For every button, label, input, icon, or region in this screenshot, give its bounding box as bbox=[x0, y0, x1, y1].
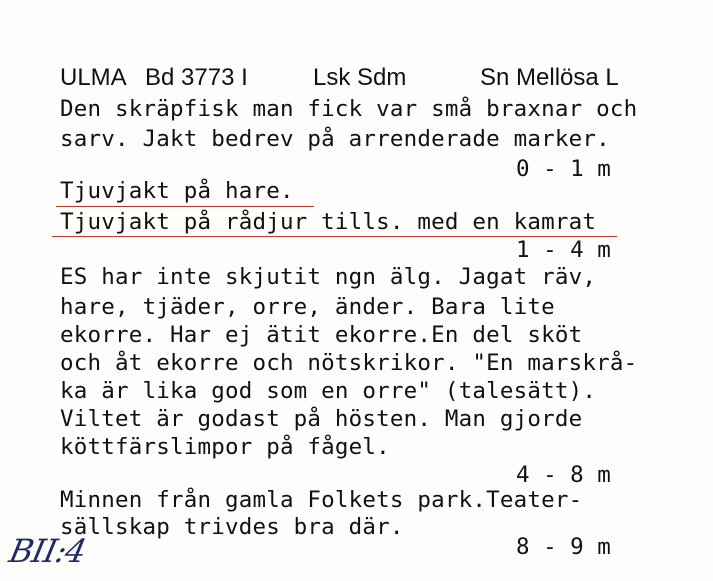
text-line: Tjuvjakt på rådjur tills. med en kamrat bbox=[60, 209, 597, 235]
handwritten-signature: BII:4 bbox=[5, 532, 89, 570]
scale-range: 1 - 4 m bbox=[516, 237, 611, 263]
text-line: ES har inte skjutit ngn älg. Jagat räv, bbox=[60, 264, 597, 290]
text-line: Viltet är godast på hösten. Man gjorde bbox=[60, 406, 583, 432]
text-line: Minnen från gamla Folkets park.Teater- bbox=[60, 487, 583, 513]
text-line: sarv. Jakt bedrev på arrenderade marker. bbox=[60, 126, 610, 152]
scale-range: 0 - 1 m bbox=[516, 156, 611, 182]
text-line: ekorre. Har ej ätit ekorre.En del sköt bbox=[60, 322, 583, 348]
text-line: köttfärslimpor på fågel. bbox=[60, 434, 390, 460]
text-line: sällskap trivdes bra där. bbox=[60, 514, 404, 540]
text-line: Tjuvjakt på hare. bbox=[60, 178, 294, 204]
parish-name: Sn Mellösa L bbox=[480, 64, 619, 91]
scale-range: 4 - 8 m bbox=[516, 462, 611, 488]
scale-range: 8 - 9 m bbox=[516, 534, 611, 560]
text-line: ka är lika god som en orre" (talesätt). bbox=[60, 378, 597, 404]
text-line: hare, tjäder, orre, änder. Bara lite bbox=[60, 294, 555, 320]
underline-mark bbox=[56, 206, 314, 207]
text-line: Den skräpfisk man fick var små braxnar och bbox=[60, 96, 638, 122]
text-line: och åt ekorre och nötskrikor. "En marskrå- bbox=[60, 350, 638, 376]
volume-number: Bd 3773 I bbox=[145, 64, 248, 91]
archive-code: ULMA bbox=[60, 64, 127, 91]
region-code: Lsk Sdm bbox=[313, 64, 407, 91]
